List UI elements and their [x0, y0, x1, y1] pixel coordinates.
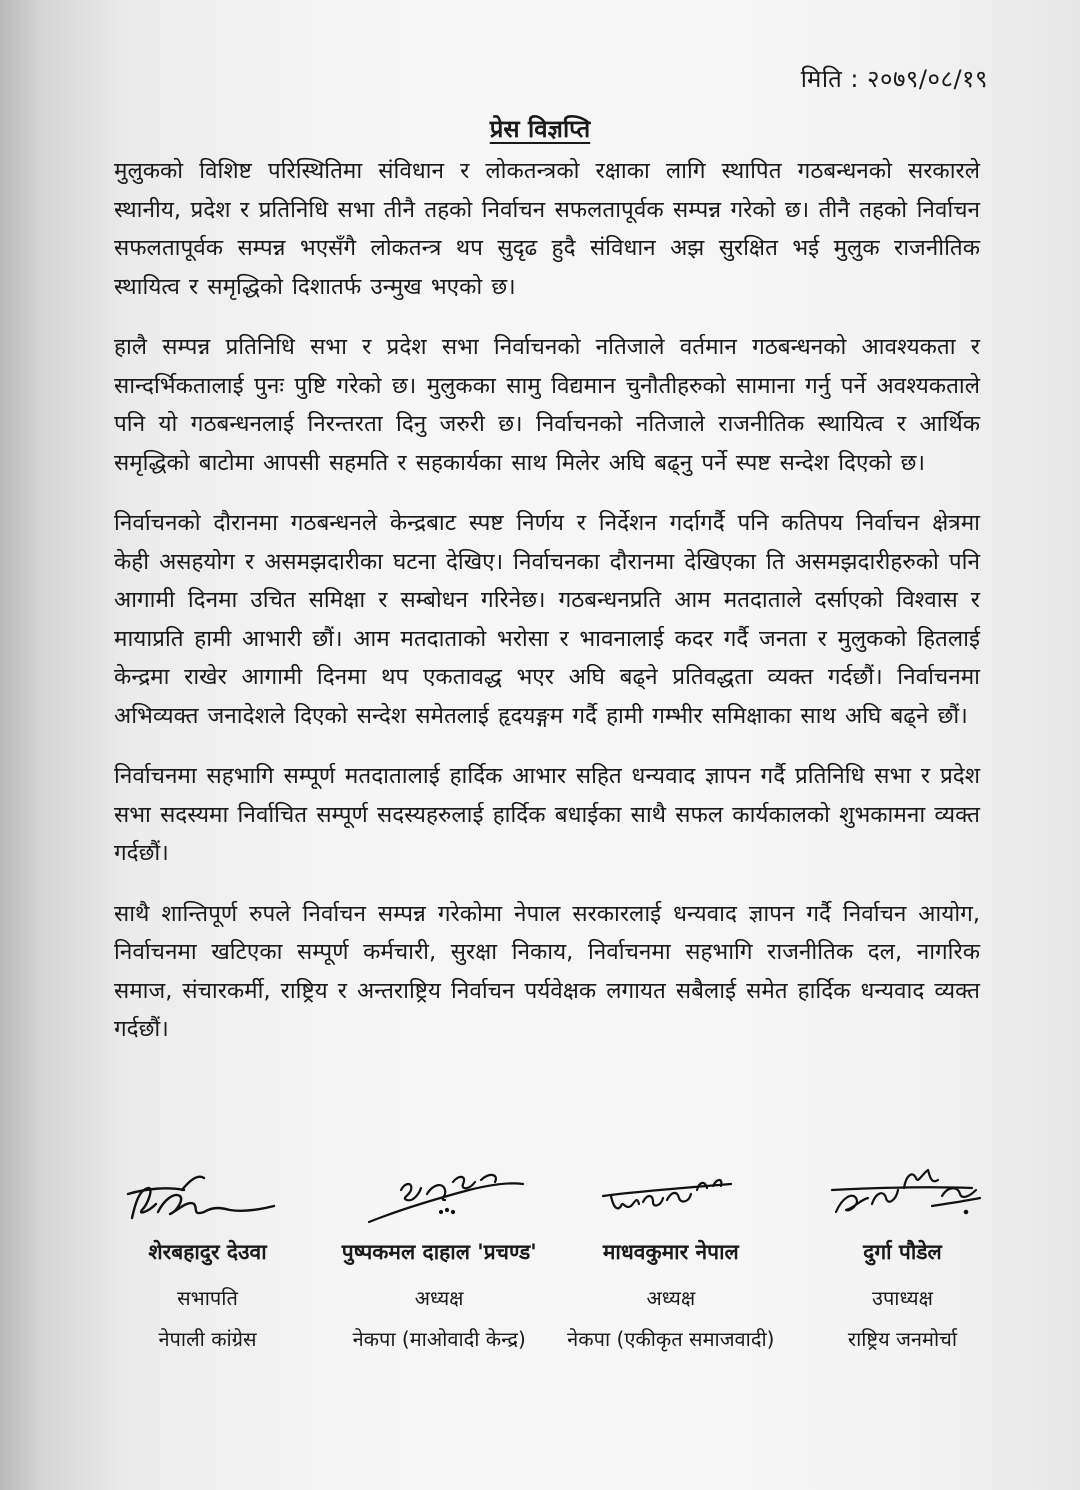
signatory-party: नेकपा (एकीकृत समाजवादी) — [567, 1327, 775, 1351]
signatory-name: माधवकुमार नेपाल — [602, 1240, 739, 1264]
paragraph-2: हालै सम्पन्न प्रतिनिधि सभा र प्रदेश सभा निर्वाचनको नतिजाले वर्तमान गठबन्धनको आवश्यकता र सान्दर्भिकतालाई पुनः पुष्टि गरेको छ। मुलुकका सामु विद्यमान चुनौतीहरुको सामाना गर्नु पर्ने अवश्यकताले पनि यो गठबन्धनलाई निरन्तरता दिनु जरुरी छ। निर्वाचनको नतिजाले राजनीतिक स्थायित्व र आर्थिक समृद्धिको बाटोमा आपसी सहमति र सहकार्यका साथ मिलेर अघि बढ्नु पर्ने स्पष्ट सन्देश दिएको छ। — [114, 334, 980, 476]
signatory-name: शेरबहादुर देउवा — [148, 1240, 267, 1264]
signatory-role: अध्यक्ष — [646, 1286, 696, 1310]
paragraph-5: साथै शान्तिपूर्ण रुपले निर्वाचन सम्पन्न गरेकोमा नेपाल सरकारलाई धन्यवाद ज्ञापन गर्दै निर्वाचन आयोग, निर्वाचनमा खटिएका सम्पूर्ण कर्मचारी, सुरक्षा निकाय, निर्वाचनमा सहभागि राजनीतिक दल, नागरिक समाज, संचारकर्मी, राष्ट्रिय र अन्तराष्ट्रिय निर्वाचन पर्यवेक्षक लगायत सबैलाई समेत हार्दिक धन्यवाद व्यक्त गर्दछौं। — [114, 900, 980, 1042]
signatory-role: उपाध्यक्ष — [871, 1286, 933, 1310]
document-title: प्रेस विज्ञप्ति — [489, 115, 591, 143]
signatory-party: नेकपा (माओवादी केन्द्र) — [352, 1327, 526, 1351]
handwritten-signature — [581, 1160, 761, 1236]
signatory-block — [795, 1160, 1010, 1360]
signatory-party: राष्ट्रिय जनमोर्चा — [847, 1327, 958, 1351]
paragraph-3: निर्वाचनको दौरानमा गठबन्धनले केन्द्रबाट स्पष्ट निर्णय र निर्देशन गर्दागर्दै पनि कतिपय निर्वाचन क्षेत्रमा केही असहयोग र असमझदारीका घटना देखिए। निर्वाचनका दौरानमा देखिएका ति असमझदारीहरुको पनि आगामी दिनमा उचित समिक्षा र सम्बोधन गरिनेछ। गठबन्धनप्रति आम मतदाताले दर्साएको विश्वास र मायाप्रति हामी आभारी छौं। आम मतदाताको भरोसा र भावनालाई कदर गर्दै जनता र मुलुकको हितलाई केन्द्रमा राखेर आगामी दिनमा थप एकतावद्ध भएर अघि बढ्ने प्रतिवद्धता व्यक्त गर्दछौं। निर्वाचनमा अभिव्यक्त जनादेशले दिएको सन्देश समेतलाई हृदयङ्गम गर्दै हामी गम्भीर समिक्षाका साथ अघि बढ्ने छौं। — [114, 510, 980, 729]
handwritten-signature — [812, 1160, 992, 1236]
signatory-role: सभापति — [177, 1286, 238, 1310]
handwritten-signature — [118, 1160, 298, 1236]
handwritten-signature — [349, 1160, 529, 1236]
date-label: मिति : — [800, 65, 859, 93]
signatory-role: अध्यक्ष — [414, 1286, 464, 1310]
paragraph-4: निर्वाचनमा सहभागि सम्पूर्ण मतदातालाई हार्दिक आभार सहित धन्यवाद ज्ञापन गर्दै प्रतिनिधि सभा र प्रदेश सभा सदस्यमा निर्वाचित सम्पूर्ण सदस्यहरुलाई हार्दिक बधाईका साथै सफल कार्यकालको शुभकामना व्यक्त गर्दछौं। — [114, 763, 980, 866]
date-value: २०७९/०८/१९ — [866, 65, 988, 93]
date-line — [801, 62, 988, 95]
paragraph-1: मुलुकको विशिष्ट परिस्थितिमा संविधान र लोकतन्त्रको रक्षाका लागि स्थापित गठबन्धनको सरकारले स्थानीय, प्रदेश र प्रतिनिधि सभा तीनै तहको निर्वाचन सफलतापूर्वक सम्पन्न गरेको छ। तीनै तहको निर्वाचन सफलतापूर्वक सम्पन्न भएसँगै लोकतन्त्र थप सुदृढ हुदै संविधान अझ सुरक्षित भई मुलुक राजनीतिक स्थायित्व र समृद्धिको दिशातर्फ उन्मुख भएको छ। — [114, 158, 980, 300]
signatory-name: पुष्पकमल दाहाल 'प्रचण्ड' — [341, 1240, 537, 1264]
signatory-party: नेपाली कांग्रेस — [158, 1327, 257, 1351]
signatory-block — [332, 1160, 547, 1360]
signatures-row — [100, 1160, 1010, 1360]
signatory-block — [563, 1160, 778, 1360]
signatory-name: दुर्गा पौडेल — [863, 1240, 942, 1264]
document-body — [114, 152, 980, 1071]
signatory-block — [100, 1160, 315, 1360]
